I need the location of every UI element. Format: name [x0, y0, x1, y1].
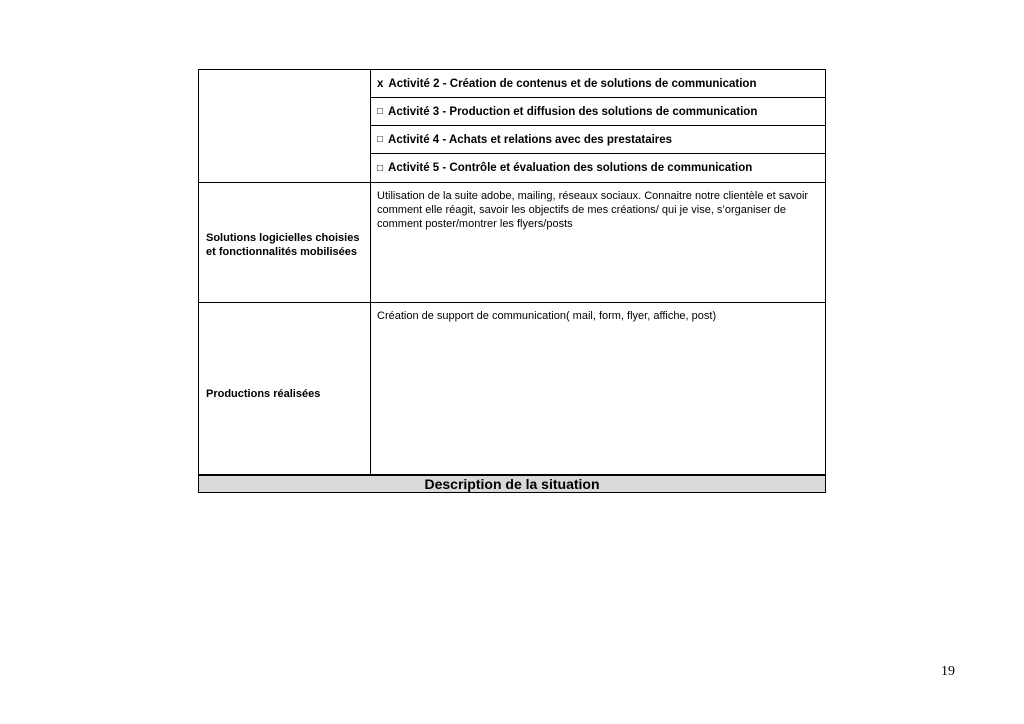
productions-content: Création de support de communication( mail, form, flyer, affiche, post): [377, 310, 717, 322]
solutions-content: Utilisation de la suite adobe, mailing, réseaux sociaux. Connaitre notre clientèle et savoir comment elle réagit, savoir les objectifs de mes créations/ qui je vise, s’organiser de comment poster/montrer les flyers/posts: [377, 190, 809, 230]
activity-label: Activité 5 - Contrôle et évaluation des solutions de communication: [388, 162, 753, 174]
empty-checkbox-icon: □: [377, 134, 384, 145]
activities-cell: [371, 70, 825, 182]
activity-item-3: [371, 98, 825, 126]
checked-mark-icon: x: [377, 77, 384, 90]
activity-item-2: [371, 70, 825, 98]
activity-label: Activité 3 - Production et diffusion des solutions de communication: [388, 105, 758, 118]
productions-row: [199, 303, 825, 475]
empty-checkbox-icon: □: [377, 162, 384, 174]
activities-row: [199, 70, 825, 183]
competence-table: [198, 69, 826, 493]
page-number: 19: [941, 664, 955, 679]
activity-label: Activité 4 - Achats et relations avec des prestataires: [388, 133, 673, 146]
productions-label: Productions réalisées: [199, 303, 371, 474]
activity-label: Activité 2 - Création de contenus et de solutions de communication: [388, 77, 757, 90]
activity-item-4: [371, 126, 825, 154]
description-header: Description de la situation: [199, 475, 825, 492]
solutions-row: [199, 183, 825, 303]
activity-item-5: [371, 154, 825, 182]
activities-empty-cell: [199, 70, 371, 182]
solutions-label: Solutions logicielles choisies et fonctionnalités mobilisées: [199, 183, 371, 302]
empty-checkbox-icon: □: [377, 106, 384, 117]
